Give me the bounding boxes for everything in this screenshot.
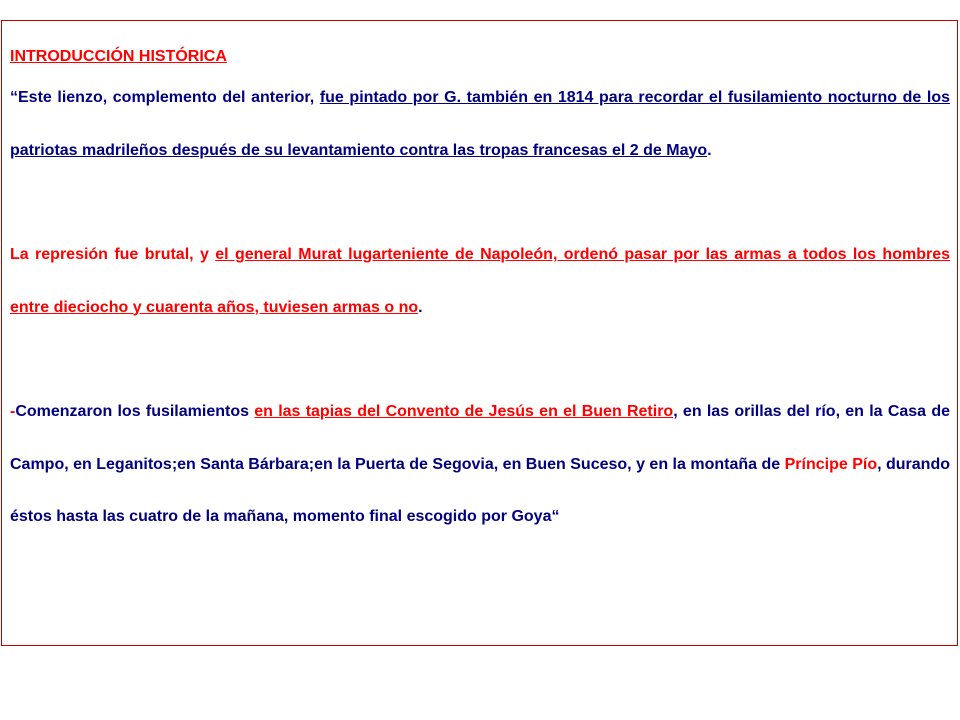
- paragraph-repression: [10, 229, 950, 334]
- executions-lead: Comenzaron los fusilamientos: [15, 403, 255, 420]
- repression-underlined: el general Murat lugarteniente de Napoleón, ordenó pasar por las armas a todos los hombres entre dieciocho y cuarenta años, tuviesen armas o no: [10, 246, 950, 316]
- intro-lead: “Este lienzo, complemento del anterior,: [10, 89, 320, 106]
- section-heading: INTRODUCCIÓN HISTÓRICA: [10, 48, 227, 65]
- intro-underlined: fue pintado por G. también en 1814 para recordar el fusilamiento nocturno de los patriotas madrileños después de su levantamiento contra las tropas francesas el 2 de Mayo: [10, 89, 951, 159]
- executions-dash: -: [10, 403, 16, 420]
- executions-underlined: en las tapias del Convento de Jesús en el Buen Retiro: [254, 403, 674, 420]
- repression-end: .: [418, 298, 423, 316]
- slide-content: [10, 42, 950, 544]
- intro-end: .: [707, 141, 712, 159]
- spacer: [10, 334, 950, 386]
- executions-places: , en las orillas del río, en la Casa de Campo, en Leganitos;en Santa Bárbara;en la Puerta de Segovia, en Buen Suceso, y en la montaña de: [10, 403, 951, 473]
- repression-lead: La represión fue brutal, y: [10, 246, 216, 263]
- spacer: [10, 177, 950, 229]
- executions-end: , durando éstos hasta las cuatro de la mañana, momento final escogido por Goya“: [10, 455, 951, 525]
- paragraph-intro: [10, 72, 950, 177]
- executions-principe-pio: Príncipe Pío: [784, 455, 878, 473]
- paragraph-executions: [10, 386, 950, 544]
